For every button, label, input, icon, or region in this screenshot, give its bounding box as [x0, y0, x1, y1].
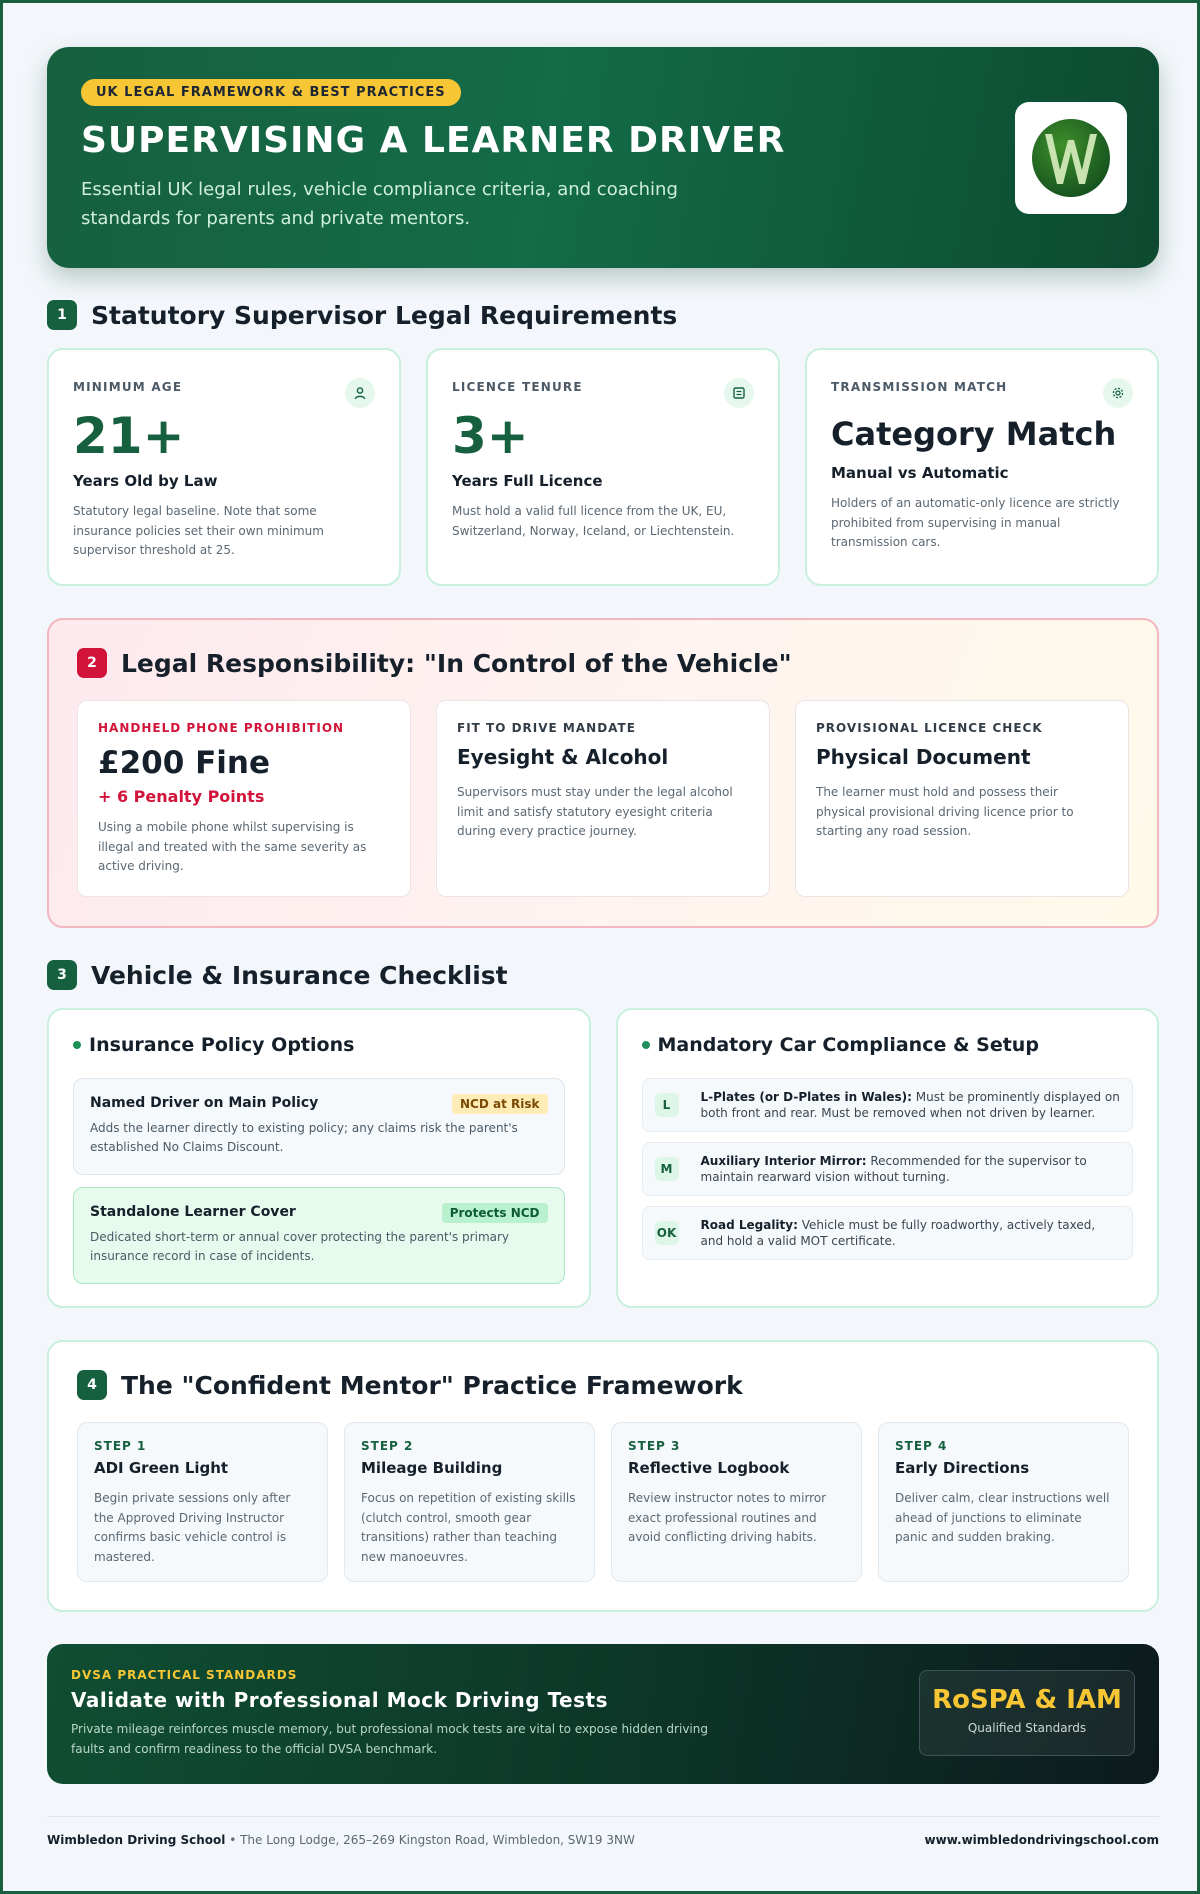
status-badge: Protects NCD [442, 1203, 548, 1223]
badge-title: RoSPA & IAM [932, 1685, 1122, 1715]
logo-emblem-icon [1031, 118, 1111, 198]
requirement-card-licence [426, 348, 780, 586]
compliance-item [642, 1142, 1134, 1196]
step-description: Focus on repetition of existing skills (clutch control, smooth gear transitions) rather than teaching new manoeuvres. [361, 1491, 576, 1564]
item-head: Road Legality: [700, 1218, 798, 1232]
steps-row [77, 1422, 1129, 1582]
card-subtitle: Years Full Licence [452, 472, 603, 490]
person-icon [345, 378, 375, 408]
option-title: Standalone Learner Cover [90, 1204, 296, 1220]
legal-responsibility-section [47, 618, 1159, 928]
responsibility-card-phone [77, 700, 411, 897]
website-link[interactable]: www.wimbledondrivingschool.com [924, 1833, 1159, 1847]
section-title: Statutory Supervisor Legal Requirements [91, 300, 678, 330]
card-value: Eyesight & Alcohol [457, 745, 669, 769]
card-value: Physical Document [816, 745, 1031, 769]
compliance-item [642, 1078, 1134, 1132]
section-title: The "Confident Mentor" Practice Framework [121, 1370, 743, 1400]
card-label: HANDHELD PHONE PROHIBITION [98, 721, 345, 735]
page-subtitle: Essential UK legal rules, vehicle compliance criteria, and coaching standards for parents and private mentors. [81, 179, 678, 229]
section-1-header [47, 300, 1159, 330]
item-key: M [655, 1157, 679, 1181]
badge-subtitle: Qualified Standards [967, 1721, 1087, 1735]
banner-label: DVSA PRACTICAL STANDARDS [71, 1668, 298, 1682]
school-logo [1015, 102, 1127, 214]
framework-step [878, 1422, 1129, 1582]
card-value: £200 Fine [98, 745, 270, 781]
school-address: • The Long Lodge, 265–269 Kingston Road, Wimbledon, SW19 3NW [225, 1833, 635, 1847]
framework-step [611, 1422, 862, 1582]
document-icon [724, 378, 754, 408]
card-label: LICENCE TENURE [452, 380, 583, 394]
hero-badge: UK LEGAL FRAMEWORK & BEST PRACTICES [81, 79, 461, 106]
card-value: 3+ [452, 407, 529, 465]
step-number: STEP 3 [628, 1439, 681, 1453]
card-subtitle: Manual vs Automatic [831, 464, 1009, 482]
banner-description: Private mileage reinforces muscle memory, but professional mock tests are vital to expose hidden driving faults and confirm readiness to the official DVSA benchmark. [71, 1722, 708, 1756]
card-label: FIT TO DRIVE MANDATE [457, 721, 636, 735]
status-badge: NCD at Risk [452, 1094, 547, 1114]
insurance-option [73, 1187, 565, 1284]
card-description: The learner must hold and possess their physical provisional driving licence prior to starting any road session. [816, 785, 1074, 838]
card-value: Category Match [831, 415, 1117, 453]
step-title: ADI Green Light [94, 1459, 229, 1477]
mentor-framework-section [47, 1340, 1159, 1612]
qualification-badge [919, 1670, 1135, 1756]
school-name: Wimbledon Driving School [47, 1833, 226, 1847]
page-footer [47, 1816, 1159, 1847]
responsibility-row [77, 700, 1129, 897]
section-number: 3 [47, 960, 77, 990]
step-title: Reflective Logbook [628, 1459, 790, 1477]
card-description: Supervisors must stay under the legal alcohol limit and satisfy statutory eyesight criteria during every practice journey. [457, 785, 733, 838]
card-description: Statutory legal baseline. Note that some insurance policies set their own minimum supervisor threshold at 25. [73, 504, 324, 557]
framework-step [344, 1422, 595, 1582]
section-title: Legal Responsibility: "In Control of the Vehicle" [121, 648, 792, 678]
card-label: TRANSMISSION MATCH [831, 380, 1008, 394]
option-description: Adds the learner directly to existing policy; any claims risk the parent's established No Claims Discount. [90, 1121, 518, 1154]
content-wrapper [47, 47, 1159, 1847]
insurance-card [47, 1008, 591, 1308]
item-head: L-Plates (or D-Plates in Wales): [700, 1090, 912, 1104]
gear-icon [1103, 378, 1133, 408]
card-label: MINIMUM AGE [73, 380, 183, 394]
card-value: 21+ [73, 407, 185, 465]
bullet-icon [642, 1041, 650, 1049]
step-description: Review instructor notes to mirror exact professional routines and avoid conflicting driving habits. [628, 1491, 827, 1544]
item-body: Vehicle must be fully roadworthy, actively taxed, and hold a valid MOT certificate. [700, 1218, 1096, 1248]
card-label: PROVISIONAL LICENCE CHECK [816, 721, 1043, 735]
card-title [642, 1034, 1134, 1056]
section-2-header [77, 648, 1129, 678]
item-text [701, 1153, 1121, 1185]
step-description: Begin private sessions only after the Approved Driving Instructor confirms basic vehicle control is mastered. [94, 1491, 291, 1564]
requirement-card-transmission [805, 348, 1159, 586]
bullet-icon [73, 1041, 81, 1049]
item-head: Auxiliary Interior Mirror: [700, 1154, 867, 1168]
step-description: Deliver calm, clear instructions well ahead of junctions to eliminate panic and sudden braking. [895, 1491, 1110, 1544]
item-text [701, 1217, 1121, 1249]
item-key: OK [655, 1221, 679, 1245]
banner-title: Validate with Professional Mock Driving Tests [71, 1688, 608, 1712]
card-title [73, 1034, 565, 1056]
section-number: 4 [77, 1370, 107, 1400]
section-4-header [77, 1370, 1129, 1400]
page-title: SUPERVISING A LEARNER DRIVER [81, 120, 786, 161]
footer-address-block [47, 1833, 635, 1847]
step-number: STEP 2 [361, 1439, 414, 1453]
option-title: Named Driver on Main Policy [90, 1095, 319, 1111]
section-number: 2 [77, 648, 107, 678]
responsibility-card-fitness [436, 700, 770, 897]
section-3-header [47, 960, 1159, 990]
step-number: STEP 4 [895, 1439, 948, 1453]
card-description: Must hold a valid full licence from the UK, EU, Switzerland, Norway, Iceland, or Liechtenstein. [452, 504, 735, 538]
item-body: Must be prominently displayed on both front and rear. Must be removed when not driven by learner. [700, 1090, 1120, 1120]
step-title: Mileage Building [361, 1459, 503, 1477]
requirements-row [47, 348, 1159, 586]
card-description: Using a mobile phone whilst supervising is illegal and treated with the same severity as active driving. [98, 820, 367, 873]
step-number: STEP 1 [94, 1439, 147, 1453]
penalty-points: + 6 Penalty Points [98, 787, 265, 806]
compliance-item [642, 1206, 1134, 1260]
insurance-title: Insurance Policy Options [89, 1034, 355, 1056]
hero-banner [47, 47, 1159, 268]
section-number: 1 [47, 300, 77, 330]
requirement-card-age [47, 348, 401, 586]
card-description: Holders of an automatic-only licence are strictly prohibited from supervising in manual transmission cars. [831, 496, 1120, 549]
item-text [701, 1089, 1121, 1121]
framework-step [77, 1422, 328, 1582]
step-title: Early Directions [895, 1459, 1030, 1477]
compliance-title: Mandatory Car Compliance & Setup [657, 1034, 1039, 1056]
option-description: Dedicated short-term or annual cover protecting the parent's primary insurance record in case of incidents. [90, 1230, 510, 1263]
mock-test-banner [47, 1644, 1159, 1784]
section-title: Vehicle & Insurance Checklist [91, 960, 508, 990]
checklist-row [47, 1008, 1159, 1308]
responsibility-card-licence [795, 700, 1129, 897]
compliance-card [616, 1008, 1160, 1308]
card-subtitle: Years Old by Law [73, 472, 218, 490]
item-body: Recommended for the supervisor to maintain rearward vision without turning. [700, 1154, 1087, 1184]
item-key: L [655, 1093, 679, 1117]
insurance-option [73, 1078, 565, 1175]
